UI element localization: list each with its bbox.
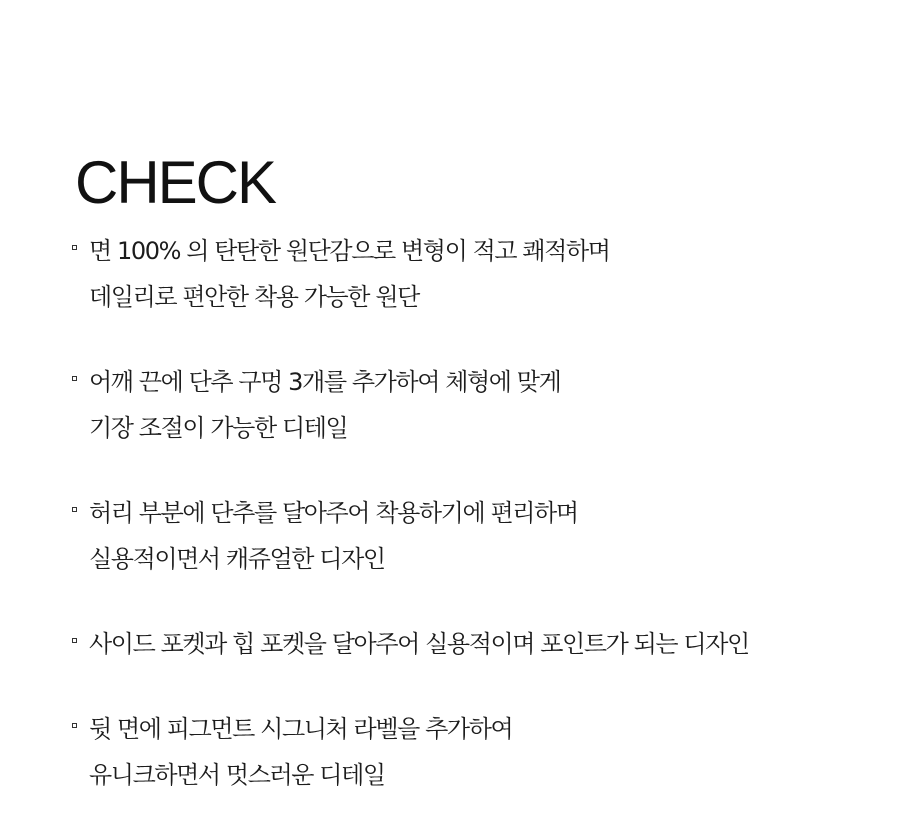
page-title: CHECK: [75, 149, 276, 217]
check-item-strap: [72, 359, 872, 451]
check-item-line: 뒷 면에 피그먼트 시그니처 라벨을 추가하여: [89, 715, 513, 743]
check-item-label: [72, 706, 872, 798]
check-item-line: 어깨 끈에 단추 구멍 3개를 추가하여 체형에 맞게: [89, 368, 561, 396]
check-item-line: 데일리로 편안한 착용 가능한 원단: [89, 283, 419, 311]
check-item-line: 유니크하면서 멋스러운 디테일: [89, 761, 385, 789]
check-item-pocket: [72, 621, 872, 667]
check-item-fabric: [72, 228, 872, 320]
square-bullet-icon: [72, 376, 77, 381]
check-item-line: 실용적이면서 캐쥬얼한 디자인: [89, 545, 385, 573]
check-list: [72, 228, 872, 837]
square-bullet-icon: [72, 507, 77, 512]
check-item-waist: [72, 490, 872, 582]
check-item-line: 허리 부분에 단추를 달아주어 착용하기에 편리하며: [89, 499, 578, 527]
check-item-line: 사이드 포켓과 힙 포켓을 달아주어 실용적이며 포인트가 되는 디자인: [89, 630, 749, 658]
check-item-line: 면 100% 의 탄탄한 원단감으로 변형이 적고 쾌적하며: [89, 237, 610, 265]
square-bullet-icon: [72, 723, 77, 728]
check-item-line: 기장 조절이 가능한 디테일: [89, 414, 348, 442]
square-bullet-icon: [72, 638, 77, 643]
square-bullet-icon: [72, 245, 77, 250]
